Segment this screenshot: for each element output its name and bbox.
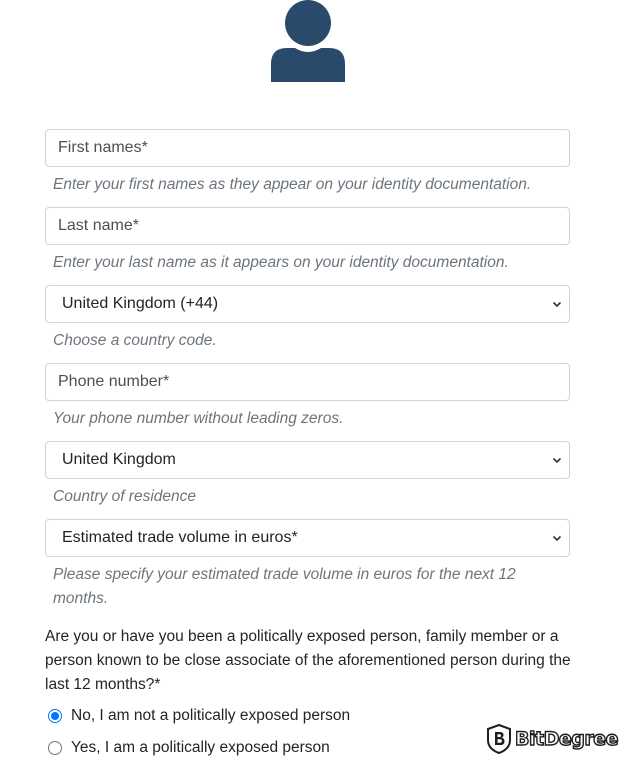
pep-yes-label[interactable]: Yes, I am a politically exposed person: [71, 739, 330, 756]
trade-volume-value: Estimated trade volume in euros*: [62, 529, 298, 546]
country-code-group: [45, 285, 570, 353]
chevron-down-icon: [552, 299, 562, 309]
country-residence-select[interactable]: [45, 441, 570, 479]
country-code-help: Choose a country code.: [53, 332, 217, 349]
first-names-placeholder: First names*: [58, 139, 148, 156]
trade-volume-help: Please specify your estimated trade volume in euros for the next 12 months.: [53, 566, 516, 607]
bitdegree-logo-text: BitDegree: [515, 728, 618, 750]
pep-no-radio[interactable]: [48, 709, 62, 723]
phone-number-help: Your phone number without leading zeros.: [53, 410, 344, 427]
country-code-value: United Kingdom (+44): [62, 295, 219, 312]
chevron-down-icon: [552, 455, 562, 465]
pep-question: Are you or have you been a politically exposed person, family member or a person known to be close associate of the aforementioned person during the last 12 months?*: [45, 628, 571, 693]
bitdegree-watermark: [486, 724, 618, 754]
country-residence-value: United Kingdom: [62, 451, 176, 468]
pep-no-label[interactable]: No, I am not a politically exposed person: [71, 707, 351, 724]
trade-volume-select[interactable]: [45, 519, 570, 557]
last-name-input[interactable]: [45, 207, 570, 245]
trade-volume-group: [45, 519, 570, 611]
country-residence-help: Country of residence: [53, 488, 197, 505]
registration-form: [45, 129, 570, 760]
user-avatar-icon: [271, 0, 345, 82]
phone-number-group: [45, 363, 570, 431]
phone-number-input[interactable]: [45, 363, 570, 401]
last-name-group: [45, 207, 570, 275]
chevron-down-icon: [552, 533, 562, 543]
phone-number-placeholder: Phone number*: [58, 373, 170, 390]
last-name-help: Enter your last name as it appears on your identity documentation.: [53, 254, 509, 271]
first-names-help: Enter your first names as they appear on your identity documentation.: [53, 176, 532, 193]
last-name-placeholder: Last name*: [58, 217, 139, 234]
pep-yes-radio[interactable]: [48, 741, 62, 755]
bitdegree-shield-icon: [486, 724, 512, 754]
country-residence-group: [45, 441, 570, 509]
first-names-input[interactable]: [45, 129, 570, 167]
first-names-group: [45, 129, 570, 197]
country-code-select[interactable]: [45, 285, 570, 323]
